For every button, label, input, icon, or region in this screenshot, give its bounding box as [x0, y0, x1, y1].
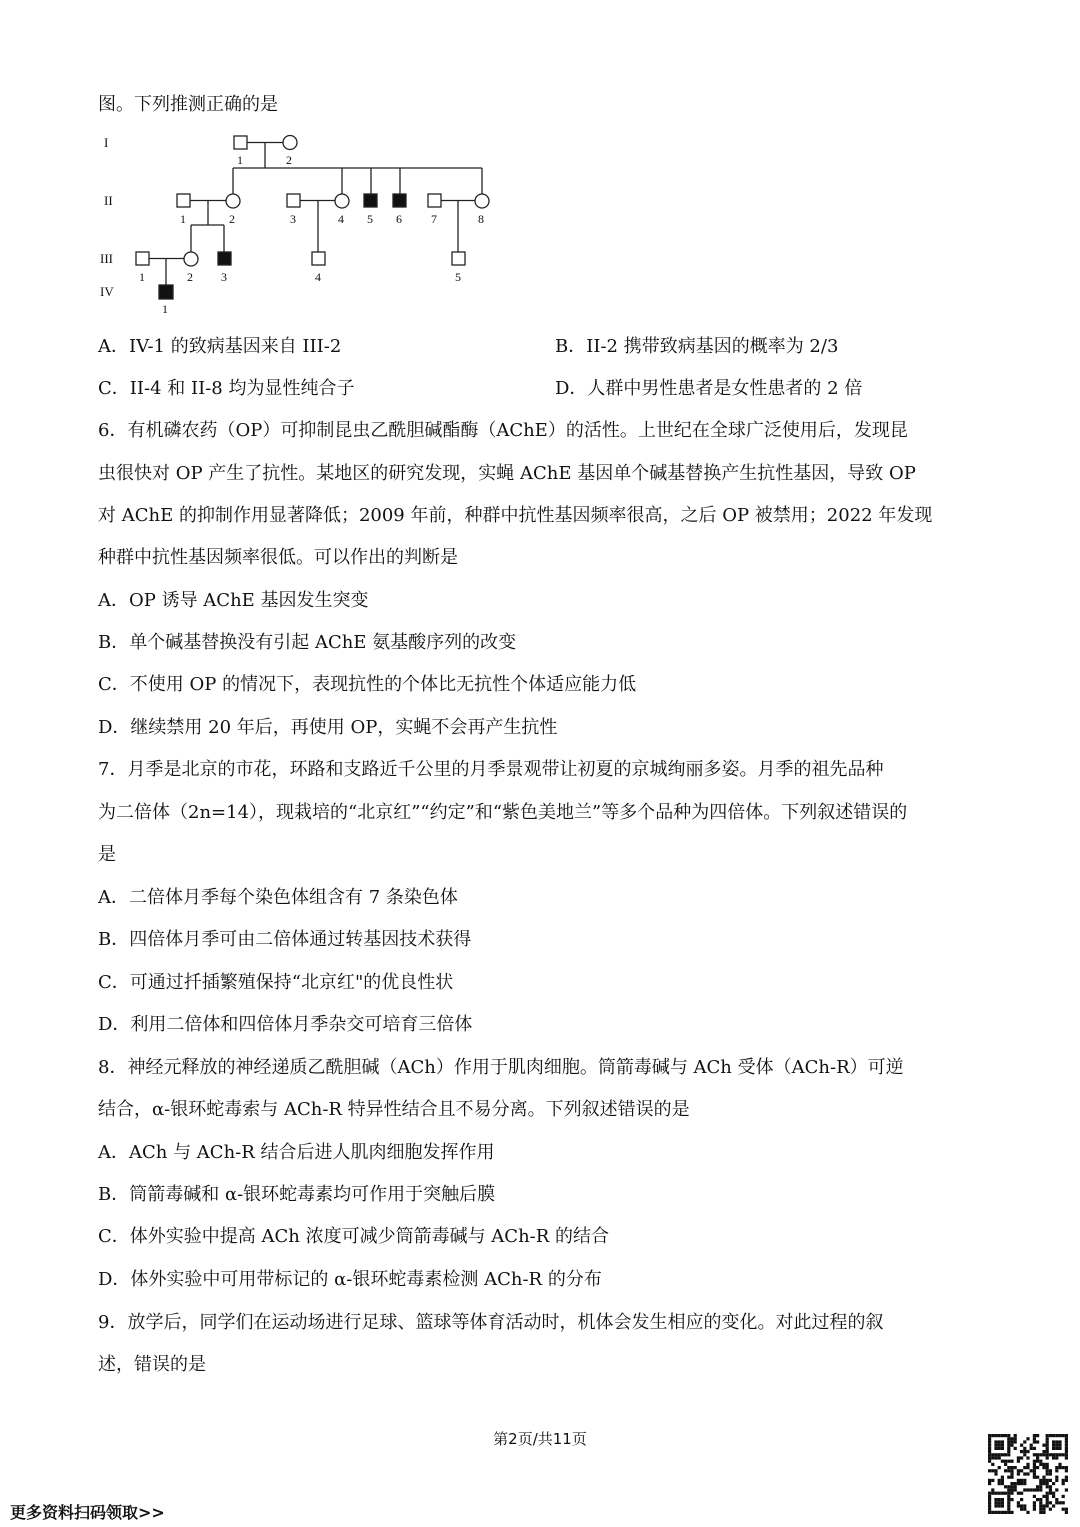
label-II3: 3	[290, 212, 296, 226]
IV1-affected-male	[159, 285, 173, 299]
q8-stem-line: 结合，α-银环蛇毒索与 ACh-R 特异性结合且不易分离。下列叙述错误的是	[98, 1099, 690, 1120]
q7-option-b: B．四倍体月季可由二倍体通过转基因技术获得	[98, 929, 472, 950]
q6-option-a: A．OP 诱导 AChE 基因发生突变	[98, 590, 369, 611]
q8-option-a: A．ACh 与 ACh-R 结合后进人肌肉细胞发挥作用	[98, 1142, 495, 1163]
gen-label-IV: IV	[100, 284, 114, 299]
q8-option-d: D．体外实验中可用带标记的 α-银环蛇毒素检测 ACh-R 的分布	[98, 1269, 602, 1290]
label-II6: 6	[396, 212, 402, 226]
q6-option-d: D．继续禁用 20 年后，再使用 OP，实蝇不会再产生抗性	[98, 717, 558, 738]
q6-option-b: B．单个碱基替换没有引起 AChE 氨基酸序列的改变	[98, 632, 517, 653]
II1-male	[177, 194, 190, 207]
label-II2: 2	[229, 212, 235, 226]
q7-option-c: C．可通过扦插繁殖保持“北京红"的优良性状	[98, 972, 454, 993]
II2-female	[226, 194, 240, 208]
II3-male	[287, 194, 300, 207]
label-III5: 5	[455, 270, 461, 284]
qr-code-icon[interactable]	[988, 1434, 1068, 1514]
III1-male	[136, 252, 149, 265]
gen-label-I: I	[104, 135, 109, 150]
q7-option-d: D．利用二倍体和四倍体月季杂交可培育三倍体	[98, 1014, 473, 1035]
q5-option-d: D．人群中男性患者是女性患者的 2 倍	[555, 378, 863, 399]
more-resources-link[interactable]: 更多资料扫码领取>>	[10, 1503, 165, 1522]
II8-female	[475, 194, 489, 208]
label-II8: 8	[478, 212, 484, 226]
q5-option-b: B．II-2 携带致病基因的概率为 2/3	[555, 336, 839, 357]
label-II7: 7	[431, 212, 437, 226]
q5-option-a: A．IV-1 的致病基因来自 III-2	[98, 336, 342, 357]
page-number: 第2页/共11页	[493, 1430, 587, 1448]
q5-option-c: C．II-4 和 II-8 均为显性纯合子	[98, 378, 355, 399]
II6-affected-male	[393, 194, 406, 207]
label-III1: 1	[139, 270, 145, 284]
label-III4: 4	[315, 270, 321, 284]
label-II1: 1	[180, 212, 186, 226]
label-III3: 3	[221, 270, 227, 284]
q8-option-b: B．筒箭毒碱和 α-银环蛇毒素均可作用于突触后膜	[98, 1184, 496, 1205]
III5-male	[452, 252, 465, 265]
pedigree-chart	[96, 125, 506, 320]
q7-option-a: A．二倍体月季每个染色体组含有 7 条染色体	[98, 887, 458, 908]
label-IV1: 1	[162, 302, 168, 316]
II5-affected-male	[364, 194, 377, 207]
q7-stem-line: 7．月季是北京的市花，环路和支路近千公里的月季景观带让初夏的京城绚丽多姿。月季的祖先品种	[98, 759, 884, 780]
q8-stem-line: 8．神经元释放的神经递质乙酰胆碱（ACh）作用于肌肉细胞。筒箭毒碱与 ACh 受体（ACh-R）可逆	[98, 1057, 904, 1078]
q6-stem-line: 6．有机磷农药（OP）可抑制昆虫乙酰胆碱酯酶（AChE）的活性。上世纪在全球广泛使用后，发现昆	[98, 420, 908, 441]
q6-stem-line: 种群中抗性基因频率很低。可以作出的判断是	[98, 547, 458, 568]
label-II4: 4	[338, 212, 344, 226]
q6-stem-line: 对 AChE 的抑制作用显著降低；2009 年前，种群中抗性基因频率很高，之后 OP 被禁用；2022 年发现	[98, 505, 933, 526]
III2-female	[184, 252, 198, 266]
III3-affected-male	[218, 252, 231, 265]
I1-male	[234, 136, 247, 149]
q7-stem-line: 为二倍体（2n=14），现栽培的“北京红”“约定”和“紫色美地兰”等多个品种为四倍体。下列叙述错误的	[98, 802, 908, 823]
q5-stem: 图。下列推测正确的是	[98, 94, 278, 115]
gen-label-III: III	[100, 251, 113, 266]
II4-female	[335, 194, 349, 208]
q6-option-c: C．不使用 OP 的情况下，表现抗性的个体比无抗性个体适应能力低	[98, 674, 637, 695]
label-III2: 2	[187, 270, 193, 284]
gen-label-II: II	[104, 193, 113, 208]
q9-stem-line: 述，错误的是	[98, 1354, 206, 1375]
III4-male	[312, 252, 325, 265]
II7-male	[428, 194, 441, 207]
q6-stem-line: 虫很快对 OP 产生了抗性。某地区的研究发现，实蝇 AChE 基因单个碱基替换产生抗性基因，导致 OP	[98, 463, 916, 484]
label-I1: 1	[237, 153, 243, 167]
q8-option-c: C．体外实验中提高 ACh 浓度可减少筒箭毒碱与 ACh-R 的结合	[98, 1226, 610, 1247]
I2-female	[283, 136, 297, 150]
q9-stem-line: 9．放学后，同学们在运动场进行足球、篮球等体育活动时，机体会发生相应的变化。对此过程的叙	[98, 1312, 884, 1333]
label-I2: 2	[286, 153, 292, 167]
label-II5: 5	[367, 212, 373, 226]
q7-stem-line: 是	[98, 844, 116, 865]
